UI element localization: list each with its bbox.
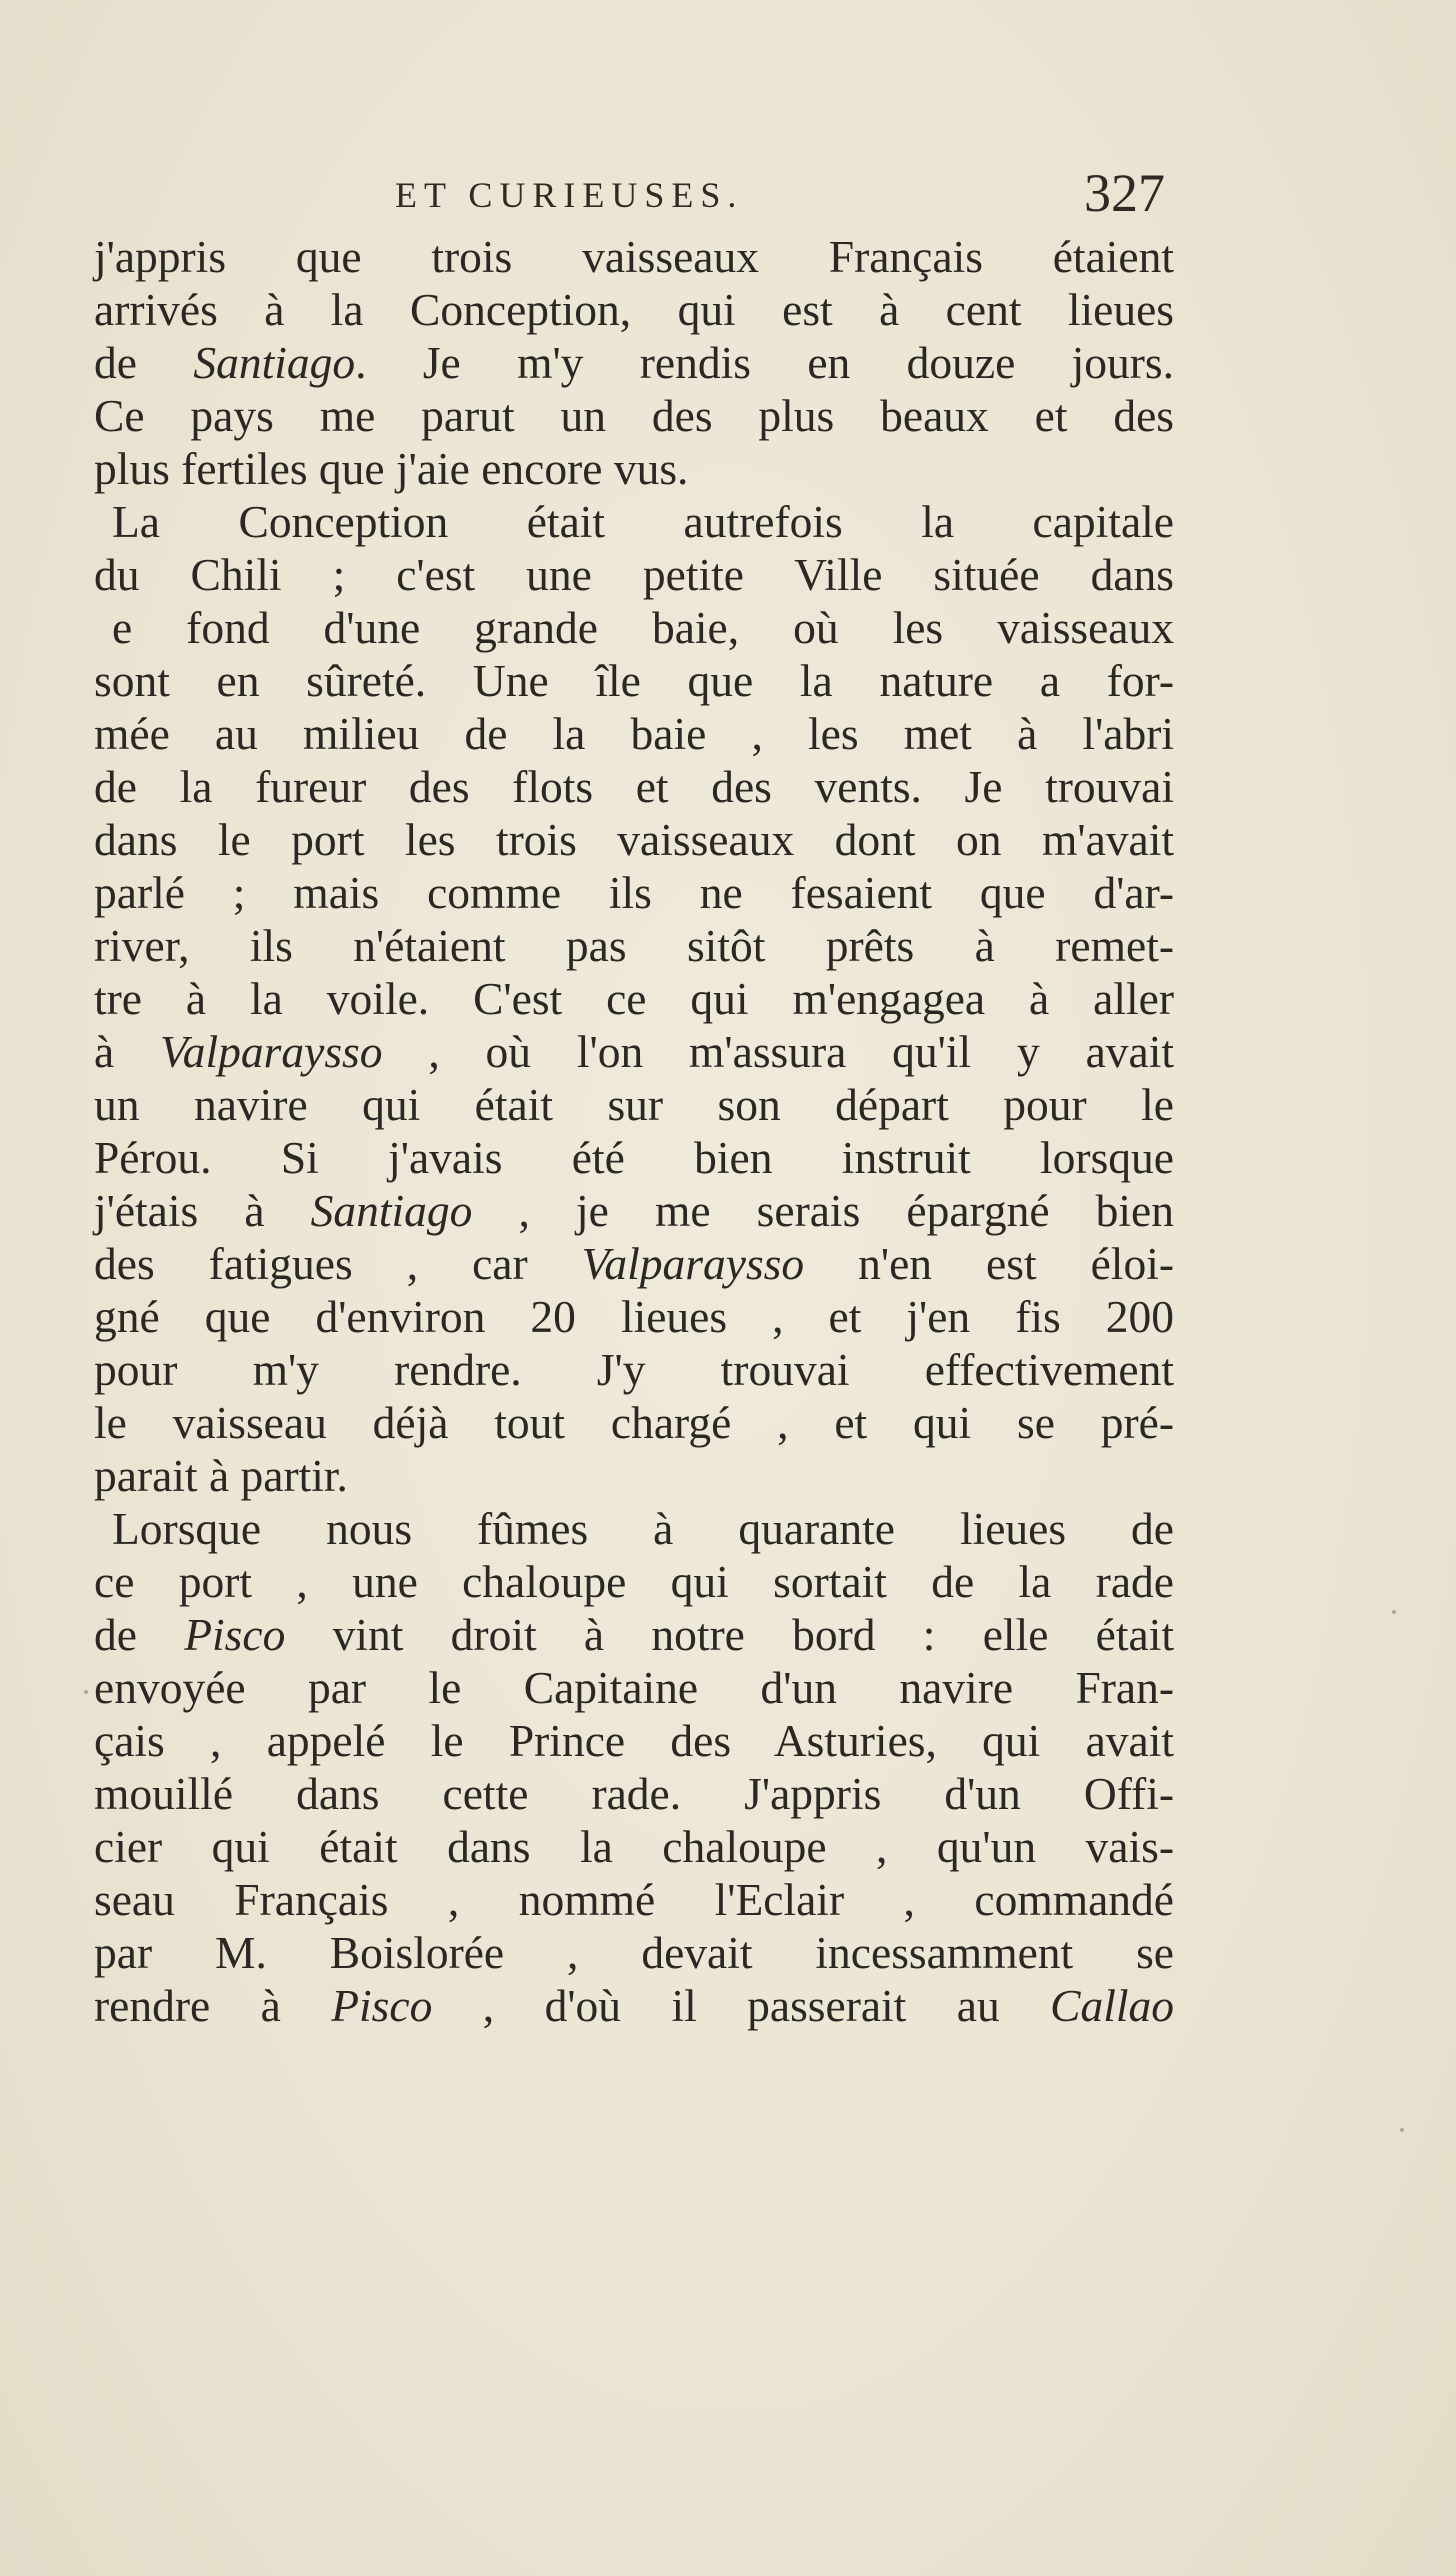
text-line: mée au milieu de la baie , les met à l'abri [94,708,1174,759]
text-line: de Santiago. Je m'y rendis en douze jours. [94,337,1174,388]
text-line: La Conception était autrefois la capitale [112,496,1174,547]
text-line: un navire qui était sur son départ pour le [94,1079,1174,1130]
paper-speck [1400,2128,1404,2132]
page-number: 327 [1084,163,1165,223]
text-line: rendre à Pisco , d'où il passerait au Callao [94,1980,1175,2031]
text-line: du Chili ; c'est une petite Ville située dans [94,549,1174,600]
paper-speck [84,1690,88,1694]
place-name: Callao [1050,1980,1175,2031]
text-line: river, ils n'étaient pas sitôt prêts à remet- [94,920,1174,971]
body-text [94,230,1174,2032]
text-line: çais , appelé le Prince des Asturies, qui avait [94,1715,1174,1766]
text-line: parait à partir. [94,1450,348,1501]
text-line: parlé ; mais comme ils ne fesaient que d'ar- [94,867,1174,918]
text-line: gné que d'environ 20 lieues , et j'en fis 200 [94,1291,1174,1342]
text-line: Pérou. Si j'avais été bien instruit lorsque [94,1132,1174,1183]
paper-speck [1392,1610,1396,1614]
text-line: Ce pays me parut un des plus beaux et des [94,390,1174,441]
text-line: j'appris que trois vaisseaux Français étaient [94,231,1174,282]
text-line: dans le port les trois vaisseaux dont on m'avait [94,814,1174,865]
text-line: tre à la voile. C'est ce qui m'engagea à aller [94,973,1174,1024]
text-line: plus fertiles que j'aie encore vus. [94,443,689,494]
text-line: de Pisco vint droit à notre bord : elle était [94,1609,1174,1660]
text-line: ce port , une chaloupe qui sortait de la rade [94,1556,1174,1607]
place-name: Santiago [310,1185,473,1236]
place-name: Pisco [331,1980,433,2031]
text-line: e fond d'une grande baie, où les vaisseaux [112,602,1174,653]
text-line: envoyée par le Capitaine d'un navire Fran- [94,1662,1174,1713]
text-line: pour m'y rendre. J'y trouvai effectivement [94,1344,1174,1395]
text-line: seau Français , nommé l'Eclair , commandé [94,1874,1174,1925]
text-line: à Valparaysso , où l'on m'assura qu'il y avait [94,1026,1174,1077]
place-name: Valparaysso [160,1026,383,1077]
text-line: par M. Boislorée , devait incessamment se [94,1927,1174,1978]
text-line: des fatigues , car Valparaysso n'en est éloi- [94,1238,1174,1289]
page-header [395,163,1165,230]
text-line: sont en sûreté. Une île que la nature a for- [94,655,1174,706]
text-line: Lorsque nous fûmes à quarante lieues de [112,1503,1174,1554]
text-line: arrivés à la Conception, qui est à cent lieues [94,284,1174,335]
place-name: Santiago [193,337,356,388]
place-name: Valparaysso [581,1238,805,1289]
text-line: cier qui était dans la chaloupe , qu'un vais- [94,1821,1174,1872]
text-line: mouillé dans cette rade. J'appris d'un Offi- [94,1768,1174,1819]
text-line: le vaisseau déjà tout chargé , et qui se pré- [94,1397,1174,1448]
place-name: Pisco [184,1609,286,1660]
running-head: ET CURIEUSES. [395,175,744,215]
text-line: de la fureur des flots et des vents. Je trouvai [94,761,1174,812]
text-line: j'étais à Santiago , je me serais épargné bien [94,1185,1174,1236]
